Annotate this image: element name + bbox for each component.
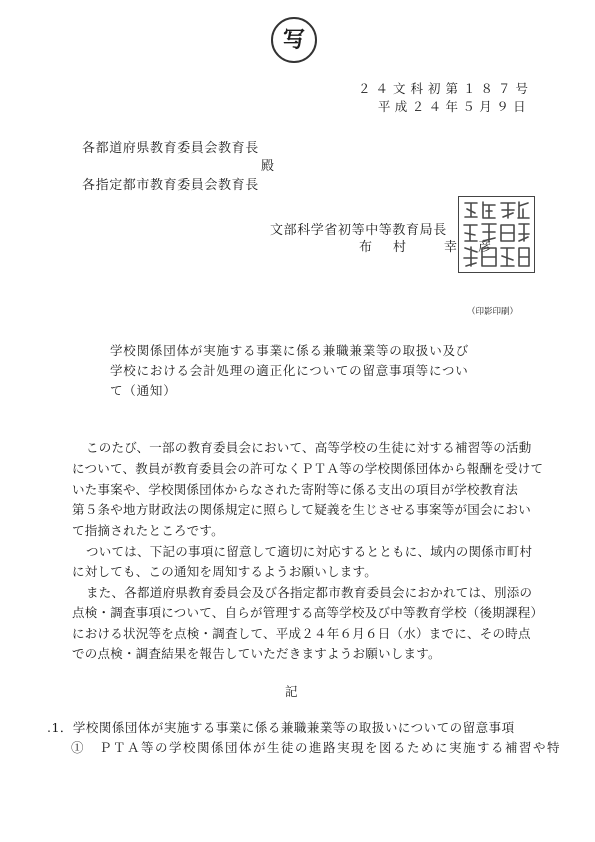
sender-title: 文部科学省初等中等教育局長 xyxy=(270,223,447,238)
addressee-prefectural: 各都道府県教育委員会教育長 xyxy=(82,141,259,156)
body-line: このたび、一部の教育委員会において、高等学校の生徒に対する補習等の活動 xyxy=(86,440,532,455)
document-date: 平成２４年５月９日 xyxy=(377,99,530,114)
body-line: 点検・調査事項について、自らが管理する高等学校及び中等教育学校（後期課程） xyxy=(72,605,544,620)
subject-line-2: 学校における会計処理の適正化についての留意事項等につい xyxy=(110,363,469,378)
copy-stamp xyxy=(271,17,317,63)
body-line: における状況等を点検・調査して、平成２４年６月６日（水）までに、その時点 xyxy=(72,626,531,641)
body-line: いた事案や、学校関係団体からなされた寄附等に係る支出の項目が学校教育法 xyxy=(72,482,519,497)
body-line: に対しても、この通知を周知するようお願いします。 xyxy=(72,564,378,579)
seal-print-note: （印影印刷） xyxy=(467,307,519,317)
body-line: て指摘されたところです。 xyxy=(72,523,224,538)
official-seal-graphic xyxy=(459,197,534,272)
addressee-honorific: 殿 xyxy=(261,159,275,174)
body-line: での点検・調査結果を報告していただきますようお願いします。 xyxy=(72,646,441,661)
official-seal xyxy=(458,196,535,273)
body-line: また、各都道府県教育委員会及び各指定都市教育委員会におかれては、別添の xyxy=(86,585,533,600)
ki-heading: 記 xyxy=(285,684,298,699)
subject-line-1: 学校関係団体が実施する事業に係る兼職兼業等の取扱い及び xyxy=(110,343,470,358)
body-line: ついては、下記の事項に留意して適切に対応するとともに、域内の関係市町村 xyxy=(86,544,533,559)
subsection-1-line: ① ＰＴＡ等の学校関係団体が生徒の進路実現を図るために実施する補習や特 xyxy=(71,740,562,755)
sender-name: 布 村 幸 彦 xyxy=(359,240,496,255)
addressee-designated-city: 各指定都市教育委員会教育長 xyxy=(82,178,259,193)
body-line: について、教員が教育委員会の許可なくＰＴＡ等の学校関係団体から報酬を受けて xyxy=(72,461,544,476)
copy-stamp-text: 写 xyxy=(282,27,305,53)
body-line: 第５条や地方財政法の関係規定に照らして疑義を生じさせる事案等が国会におい xyxy=(72,502,532,517)
subject-line-3: て（通知） xyxy=(110,383,177,398)
document-number: ２４文科初第１８７号 xyxy=(357,81,533,96)
section-1-heading: .1．学校関係団体が実施する事業に係る兼職兼業等の取扱いについての留意事項 xyxy=(47,720,515,735)
